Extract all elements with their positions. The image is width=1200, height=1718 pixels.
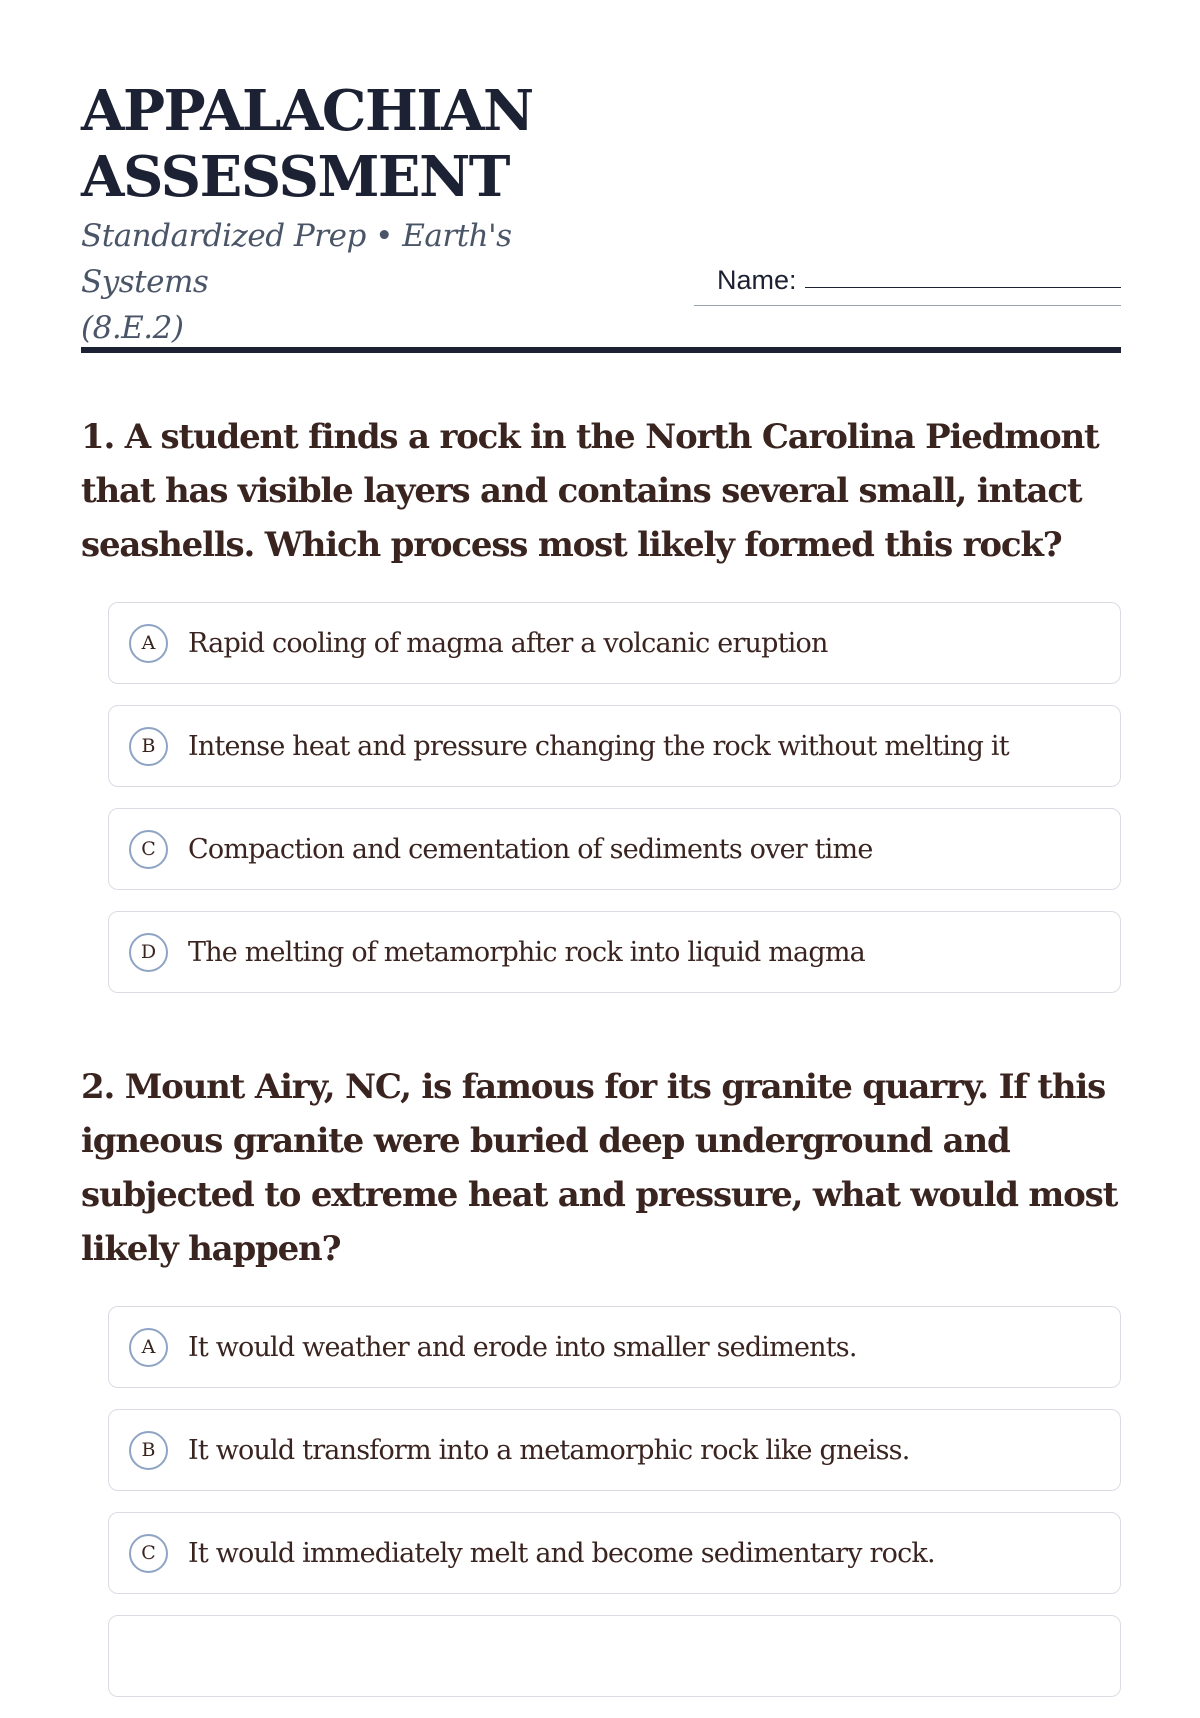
question-1-option-a[interactable] [108,602,1121,684]
option-text: The melting of metamorphic rock into liquid magma [188,936,865,968]
question-1 [81,410,1121,1014]
question-2-text: 2. Mount Airy, NC, is famous for its granite quarry. If this igneous granite were buried deep underground and subjected to extreme heat and pressure, what would most likely happen? [81,1067,1118,1269]
header-divider [81,347,1121,353]
option-letter-badge: C [129,830,168,869]
question-2-option-b[interactable] [108,1409,1121,1491]
subtitle-line-2: (8.E.2) [81,310,184,346]
question-1-options [108,602,1121,993]
question-2-option-d-partial[interactable] [108,1615,1121,1697]
question-1-option-d[interactable] [108,911,1121,993]
option-letter-badge: B [129,727,168,766]
option-letter-badge: B [129,1431,168,1470]
option-text: Compaction and cementation of sediments over time [188,833,873,865]
title-line-1: APPALACHIAN [81,78,533,144]
page-subtitle [81,213,621,351]
option-text: It would weather and erode into smaller sediments. [188,1331,857,1363]
question-2 [81,1060,1121,1718]
title-line-2: ASSESSMENT [81,144,509,210]
option-letter-badge: A [129,624,168,663]
option-letter-badge: D [129,933,168,972]
question-1-text: 1. A student finds a rock in the North Carolina Piedmont that has visible layers and contains several small, intact seashells. Which process most likely formed this rock? [81,417,1099,565]
option-text: Intense heat and pressure changing the rock without melting it [188,730,1009,762]
question-1-option-b[interactable] [108,705,1121,787]
option-text: It would immediately melt and become sedimentary rock. [188,1537,935,1569]
name-input-line[interactable] [805,287,1121,288]
option-letter-badge: C [129,1534,168,1573]
name-label: Name: [717,265,797,295]
option-text: Rapid cooling of magma after a volcanic eruption [188,627,828,659]
question-2-option-a[interactable] [108,1306,1121,1388]
question-1-option-c[interactable] [108,808,1121,890]
question-2-option-c[interactable] [108,1512,1121,1594]
option-letter-badge: A [129,1328,168,1367]
option-text: It would transform into a metamorphic rock like gneiss. [188,1434,910,1466]
name-field[interactable] [694,263,1121,306]
question-2-options [108,1306,1121,1697]
page-title [81,78,681,210]
subtitle-line-1: Standardized Prep • Earth's Systems [81,218,512,300]
